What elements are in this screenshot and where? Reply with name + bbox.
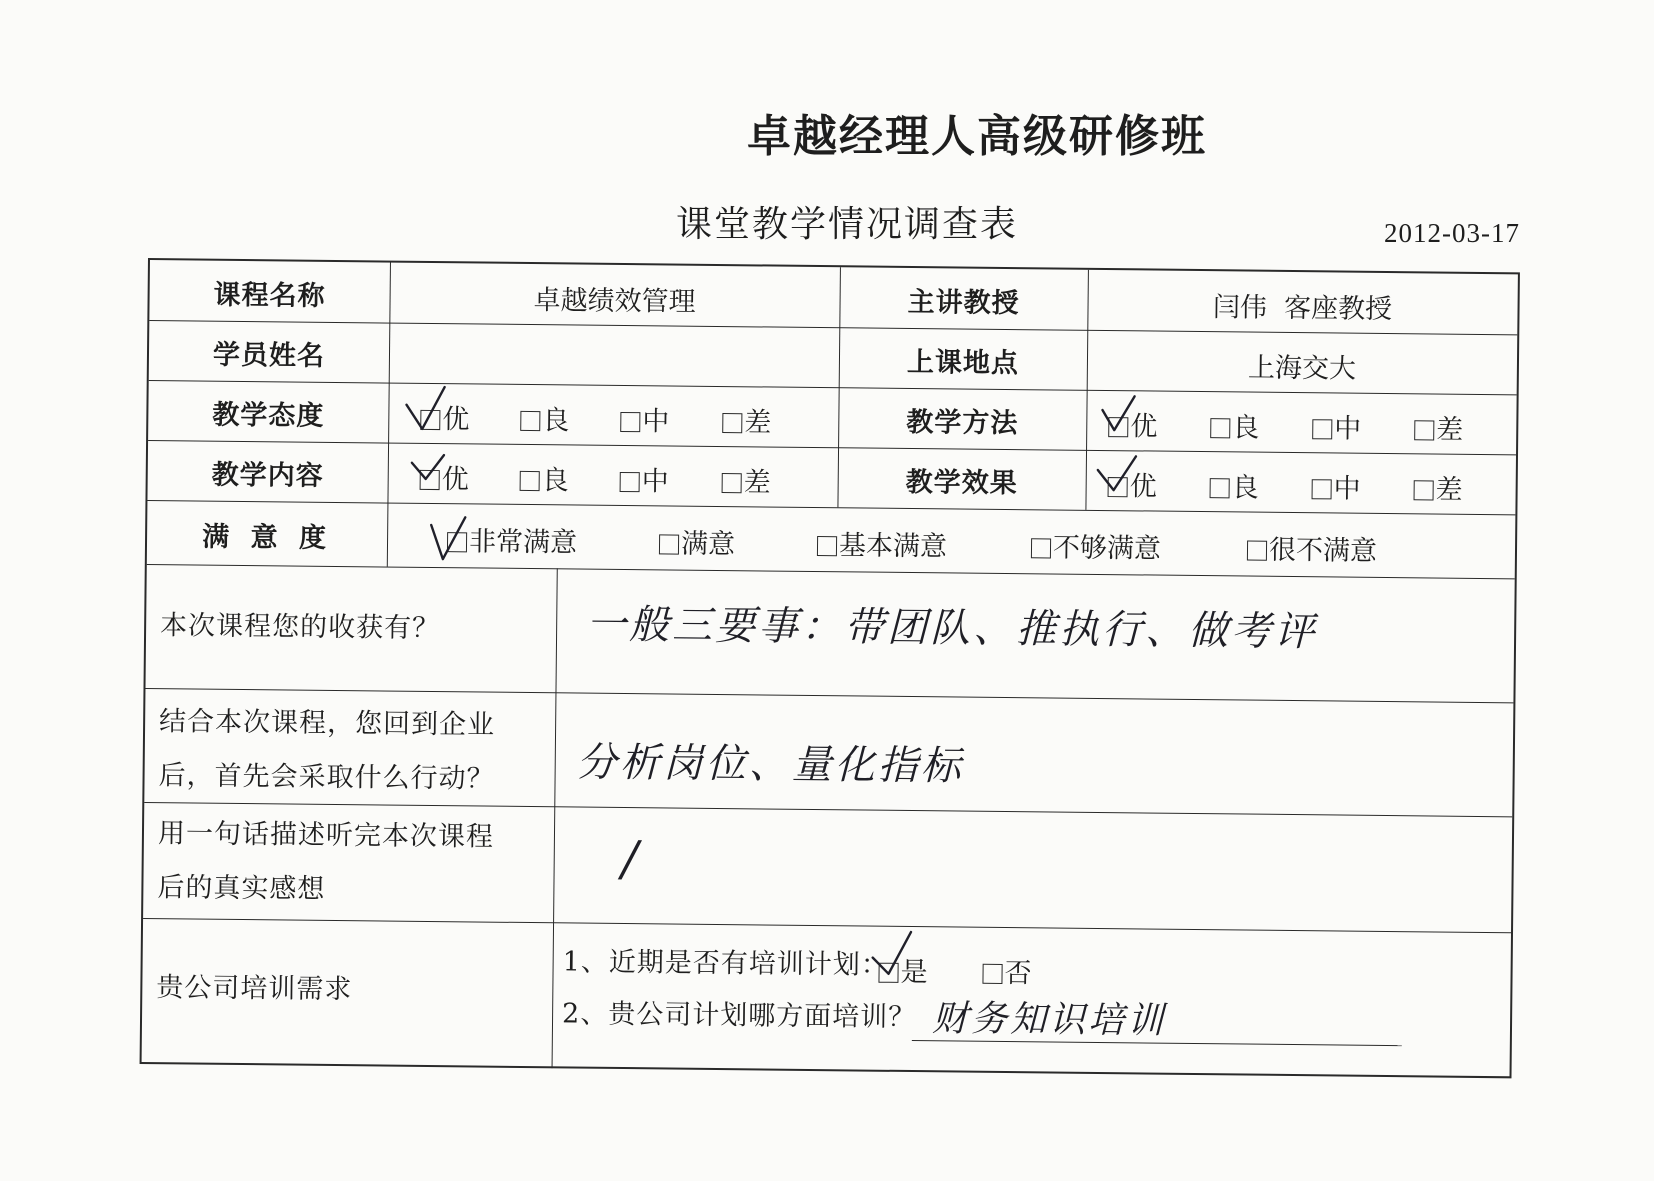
satisfaction-option-very-satisfied[interactable]: 非常满意 [447, 519, 577, 559]
training-area-question: 2、贵公司计划哪方面培训？ [561, 998, 917, 1034]
professor-value: 闫伟 客座教授 [1212, 292, 1393, 326]
method-check-icon [1102, 396, 1134, 430]
attitude-check-icon [406, 387, 444, 429]
satisfaction-option-basically-satisfied[interactable]: 基本满意 [817, 523, 947, 563]
form-title: 卓越经理人高级研修班 [747, 111, 1207, 162]
effect-option-poor[interactable]: 差 [1413, 467, 1462, 507]
survey-date: 2012-03-17 [1384, 218, 1520, 248]
class-location-label: 上课地点 [906, 346, 1020, 380]
content-option-poor[interactable]: 差 [722, 460, 771, 500]
action-question-line2: 后，首先会采取什么行动？ [158, 760, 495, 795]
effect-option-good[interactable]: 良 [1209, 465, 1258, 505]
class-location-value: 上海交大 [1247, 352, 1357, 385]
form-subtitle: 课堂教学情况调查表 [675, 204, 1018, 245]
content-option-excellent[interactable]: 优 [420, 457, 469, 497]
method-option-average[interactable]: 中 [1312, 406, 1361, 446]
training-yes-check-icon [873, 932, 911, 974]
training-plan-question: 1、近期是否有培训计划： [562, 946, 889, 981]
training-plan-no[interactable]: 否 [982, 951, 1031, 991]
training-plan-yes[interactable]: 是 [878, 950, 927, 990]
attitude-option-average[interactable]: 中 [620, 399, 669, 439]
attitude-option-good[interactable]: 良 [520, 398, 569, 438]
method-option-poor[interactable]: 差 [1414, 407, 1463, 447]
satisfaction-option-satisfied[interactable]: 满意 [659, 521, 735, 561]
handwritten-checkmarks [142, 260, 1518, 1080]
action-answer[interactable]: 分析岗位、量化指标 [576, 739, 964, 790]
satisfaction-option-not-satisfied[interactable]: 不够满意 [1031, 525, 1161, 565]
effect-option-average[interactable]: 中 [1311, 466, 1360, 506]
teaching-content-label: 教学内容 [211, 459, 324, 492]
satisfaction-check-icon [431, 517, 465, 559]
attitude-option-poor[interactable]: 差 [722, 400, 771, 440]
gains-answer[interactable]: 一般三要事：带团队、推执行、做考评 [585, 601, 1318, 656]
training-needs-label: 贵公司培训需求 [156, 972, 353, 1006]
content-option-average[interactable]: 中 [620, 459, 669, 499]
content-check-icon [412, 455, 444, 479]
feeling-answer[interactable]: / [621, 830, 642, 888]
attitude-option-excellent[interactable]: 优 [420, 397, 469, 437]
feeling-question-line1: 用一句话描述听完本次课程 [157, 818, 495, 853]
teaching-method-label: 教学方法 [906, 406, 1019, 440]
method-option-excellent[interactable]: 优 [1108, 404, 1157, 444]
student-name-label: 学员姓名 [212, 339, 326, 372]
survey-table [140, 258, 1520, 1078]
teaching-attitude-label: 教学态度 [212, 399, 325, 432]
action-question-line1: 结合本次课程，您回到企业 [158, 706, 496, 741]
content-option-good[interactable]: 良 [520, 458, 569, 498]
training-area-answer[interactable]: 财务知识培训 [931, 998, 1167, 1042]
professor-label: 主讲教授 [907, 286, 1020, 320]
course-name-value: 卓越绩效管理 [533, 285, 696, 318]
method-option-good[interactable]: 良 [1210, 405, 1259, 445]
teaching-effect-label: 教学效果 [905, 466, 1018, 500]
satisfaction-label: 满 意 度 [202, 521, 333, 554]
effect-check-icon [1098, 456, 1136, 490]
effect-option-excellent[interactable]: 优 [1107, 464, 1156, 504]
satisfaction-option-very-unsatisfied[interactable]: 很不满意 [1247, 528, 1377, 568]
feeling-question-line2: 后的真实感想 [157, 872, 326, 905]
gains-question: 本次课程您的收获有？ [159, 610, 441, 645]
course-name-label: 课程名称 [213, 279, 326, 312]
